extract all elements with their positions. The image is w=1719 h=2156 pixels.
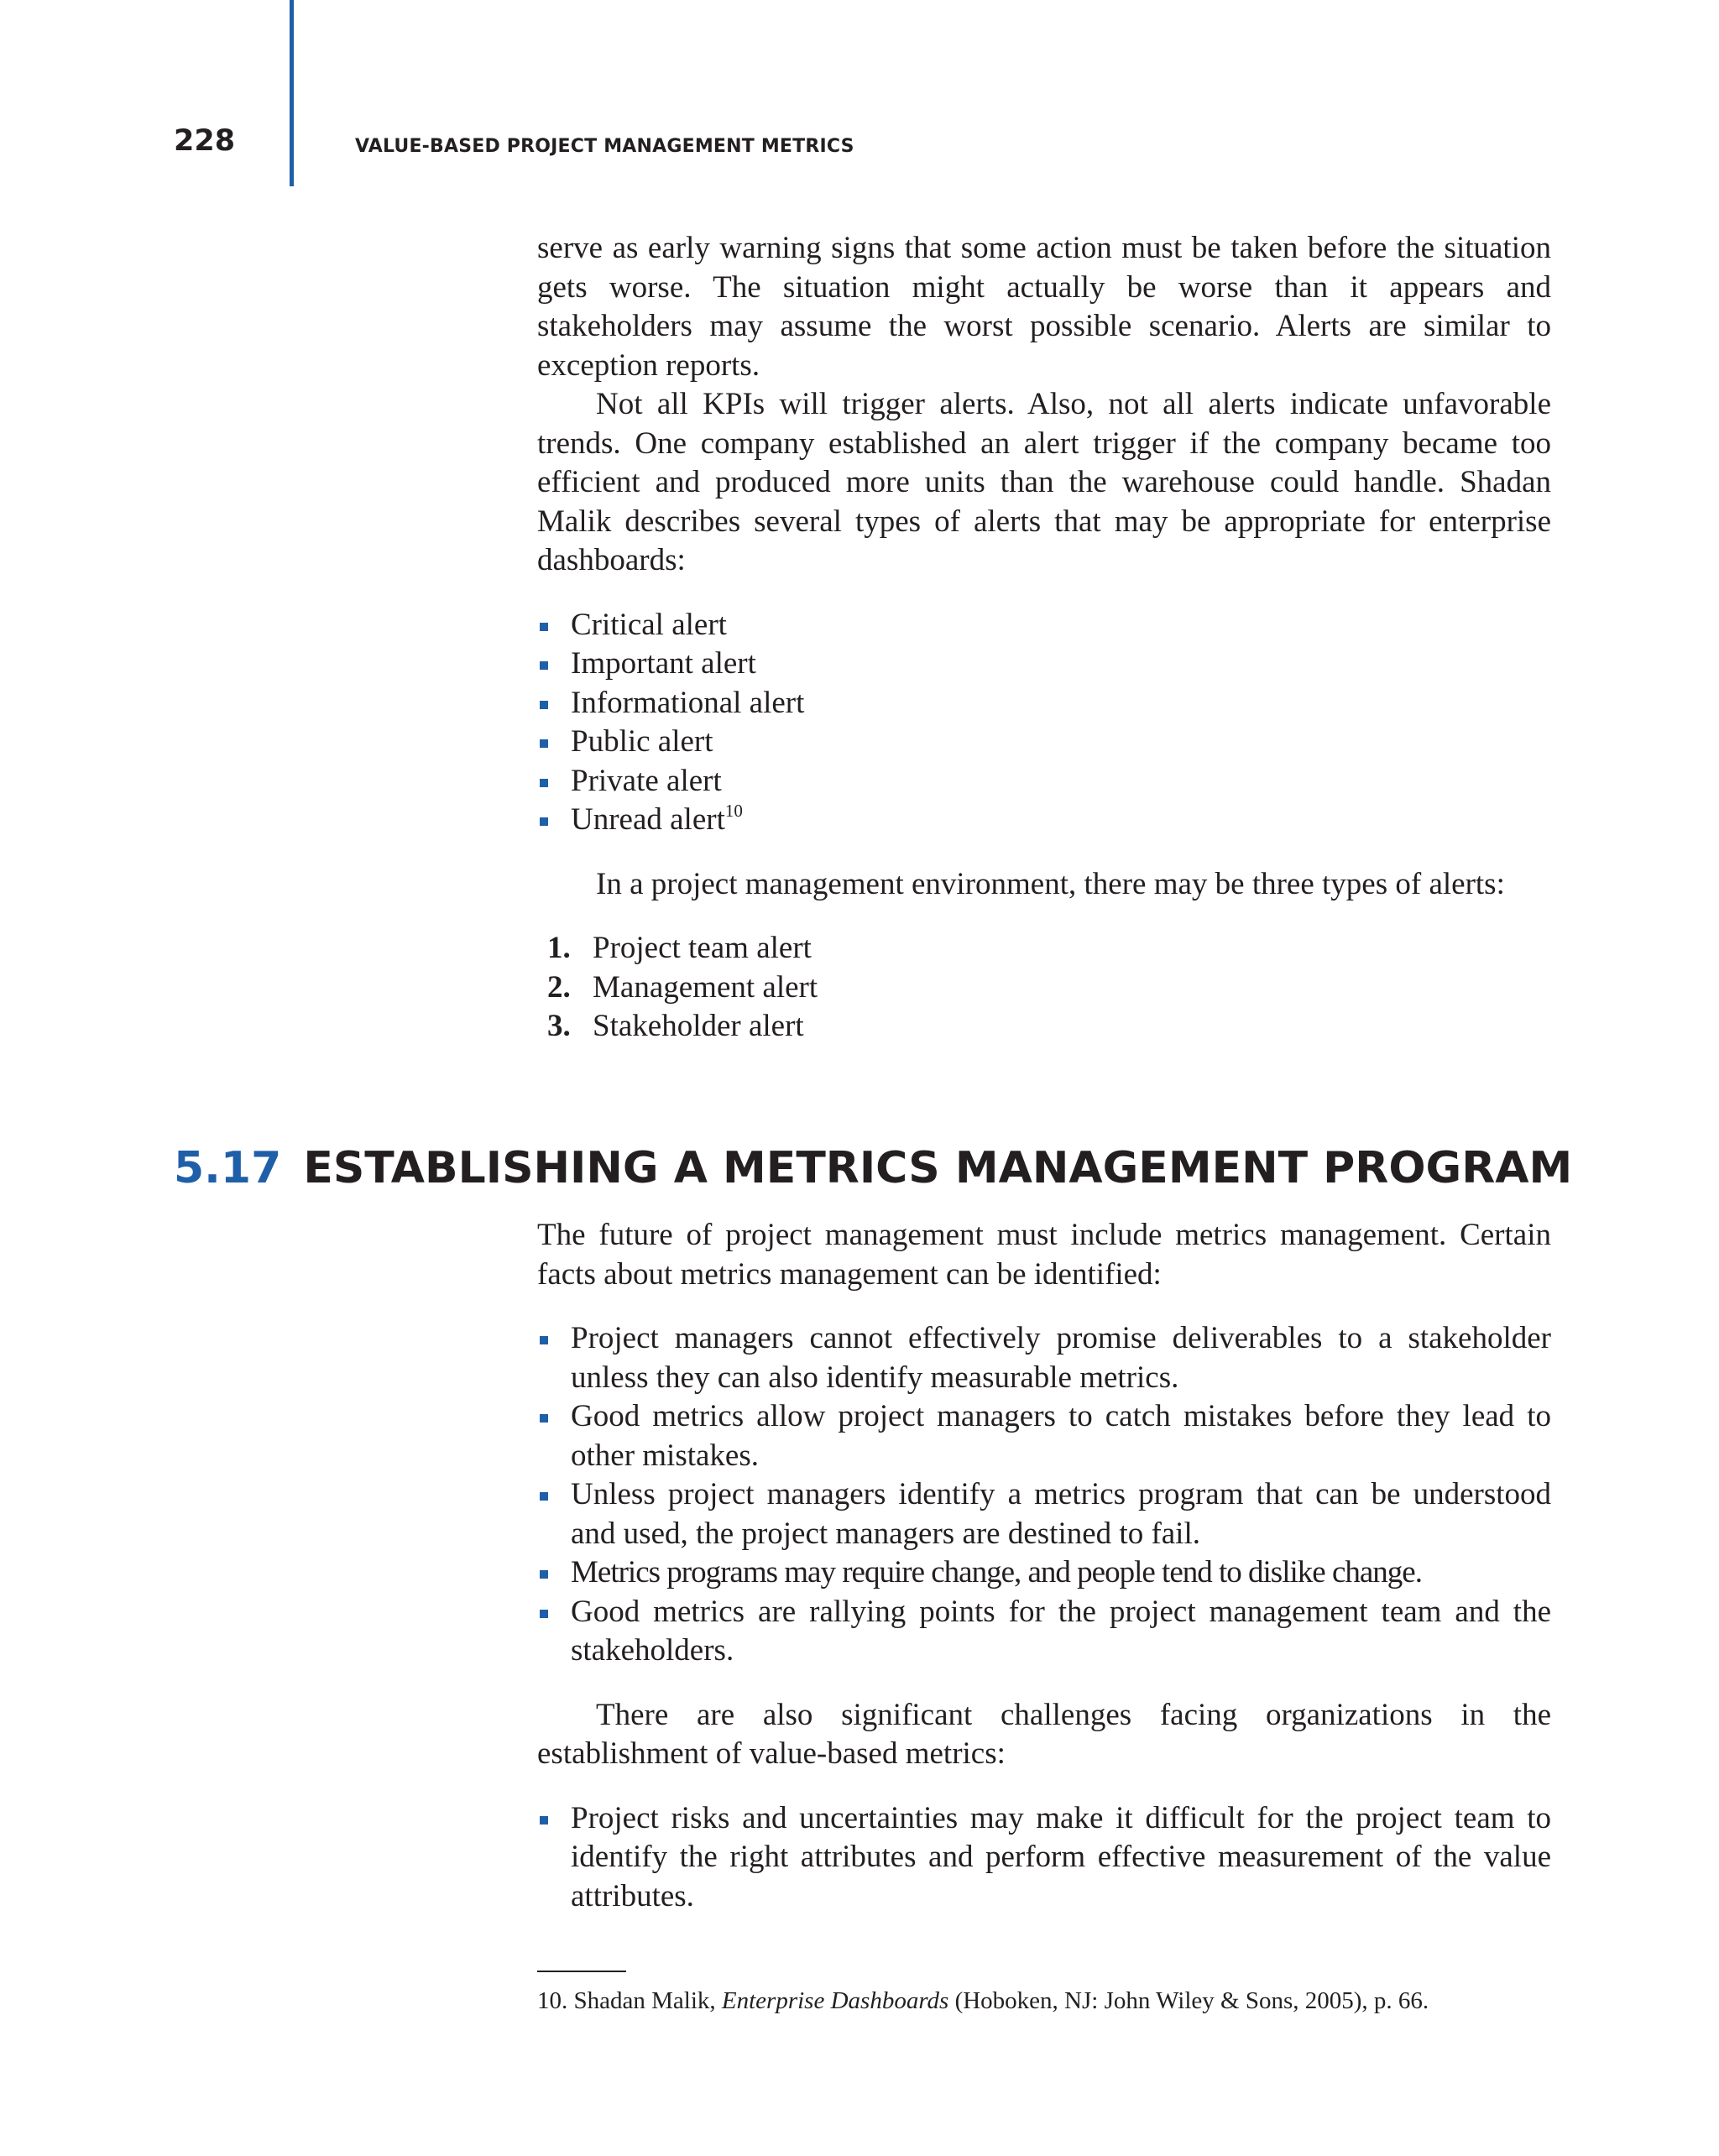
list-item: Important alert xyxy=(537,645,1551,684)
paragraph: In a project management environment, there may be three types of alerts: xyxy=(596,866,1505,901)
list-item: 2. Management alert xyxy=(547,969,818,1005)
bullet-icon xyxy=(540,623,548,631)
footnote-rule xyxy=(537,1971,626,1972)
running-head: VALUE-BASED PROJECT MANAGEMENT METRICS xyxy=(355,136,854,157)
bullet-icon xyxy=(540,779,548,787)
list-item: Informational alert xyxy=(537,684,1551,723)
list-item: Critical alert xyxy=(537,606,1551,645)
section-title: ESTABLISHING A METRICS MANAGEMENT PROGRAM xyxy=(303,1143,1573,1193)
list-item: Public alert xyxy=(537,723,1551,762)
section-number: 5.17 xyxy=(174,1143,282,1193)
list-item: Project risks and uncertainties may make it difficult for the project team to identify the right attributes and perform effective measurement of the value attributes. xyxy=(537,1799,1551,1917)
bullet-icon xyxy=(540,817,548,826)
list-item: Project managers cannot effectively promise deliverables to a stakeholder unless they can also identify measurable metrics. xyxy=(537,1319,1551,1397)
list-item: Good metrics allow project managers to catch mistakes before they lead to other mistakes. xyxy=(537,1397,1551,1475)
paragraph: The future of project management must include metrics management. Certain facts about metrics management can be identified: xyxy=(537,1218,1551,1292)
pm-alerts-list xyxy=(537,929,1551,1047)
bullet-icon xyxy=(540,1610,548,1618)
paragraph: serve as early warning signs that some action must be taken before the situation gets worse. The situation might actually be worse than it appears and stakeholders may assume the worst possible scenario. Alerts are similar to exception reports. xyxy=(537,231,1551,383)
bullet-icon xyxy=(540,701,548,709)
footnote-book-title: Enterprise Dashboards xyxy=(721,1987,949,2014)
list-item: Metrics programs may require change, and people tend to dislike change. xyxy=(537,1553,1551,1593)
challenges-list xyxy=(537,1799,1551,1917)
list-item: 3. Stakeholder alert xyxy=(547,1009,804,1043)
footnote: 10. Shadan Malik, Enterprise Dashboards (Hoboken, NJ: John Wiley & Sons, 2005), p. 66. xyxy=(537,1987,1429,2014)
bullet-icon xyxy=(540,1414,548,1423)
bullet-icon xyxy=(540,1336,548,1344)
footnote-ref: 10 xyxy=(724,801,743,821)
header-rule xyxy=(290,0,294,186)
bullet-icon xyxy=(540,1492,548,1501)
list-item: 1. Project team alert xyxy=(547,931,812,965)
list-item: Good metrics are rallying points for the project management team and the stakeholders. xyxy=(537,1593,1551,1671)
list-item: Unless project managers identify a metrics program that can be understood and used, the project managers are destined to fail. xyxy=(537,1475,1551,1553)
section-body xyxy=(537,1216,1551,1916)
bullet-icon xyxy=(540,1570,548,1579)
section-heading xyxy=(174,1143,1572,1193)
bullet-icon xyxy=(540,739,548,748)
alert-types-list xyxy=(537,606,1551,840)
bullet-icon xyxy=(540,1816,548,1825)
list-item: Private alert xyxy=(537,762,1551,801)
page-number: 228 xyxy=(174,124,236,158)
bullet-icon xyxy=(540,661,548,670)
paragraph: Not all KPIs will trigger alerts. Also, not all alerts indicate unfavorable trends. One company established an alert trigger if the company became too efficient and produced more units than the warehouse could handle. Shadan Malik describes several types of alerts that may be appropriate for enterprise dashboards: xyxy=(537,387,1551,577)
list-item: Unread alert$^{10}$ xyxy=(537,801,1551,840)
body-top xyxy=(537,229,1551,1047)
paragraph: There are also significant challenges facing organizations in the establishment of value-based metrics: xyxy=(537,1697,1551,1771)
facts-list xyxy=(537,1319,1551,1671)
